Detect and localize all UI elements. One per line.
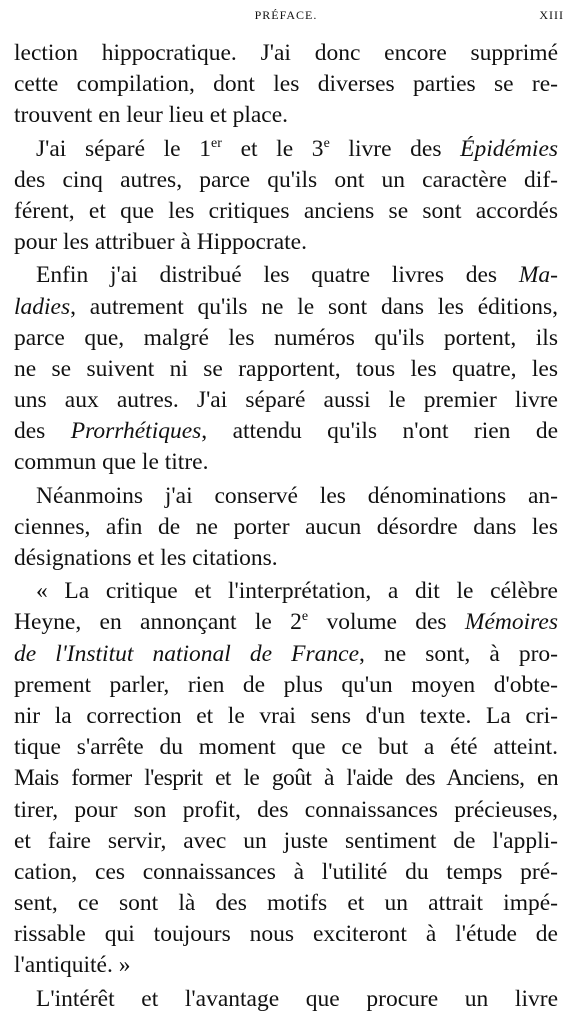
text-line: ciennes, afin de ne porter aucun désordre dans les — [14, 513, 558, 540]
text-line: lection hippocratique. J'ai donc encore supprimé — [14, 40, 558, 66]
text-line: de l'Institut national de France, ne sont, à pro- — [14, 640, 558, 667]
text-line: « La critique et l'interprétation, a dit le célèbre — [36, 578, 558, 605]
text-line: commun que le titre. — [14, 449, 209, 476]
running-header — [0, 4, 572, 26]
text-line: parce que, malgré les numéros qu'ils portent, ils — [14, 324, 558, 351]
text-line: tirer, pour son profit, des connaissances précieuses, — [14, 796, 558, 823]
text-body — [14, 38, 558, 1015]
text-line: ne se suivent ni se rapportent, tous les quatre, les — [14, 355, 558, 382]
text-line: pour les attribuer à Hippocrate. — [14, 229, 307, 256]
text-line: férent, et que les critiques anciens se sont accordés — [14, 197, 558, 224]
text-line: et faire servir, avec un juste sentiment de l'appli- — [14, 827, 558, 854]
paragraph-3 — [14, 260, 558, 478]
text-line: J'ai séparé le 1er et le 3e livre des Épidémies — [36, 135, 558, 162]
text-line: uns aux autres. J'ai séparé aussi le premier livre — [14, 387, 558, 414]
paragraph-6 — [14, 984, 558, 1015]
text-line: l'antiquité. » — [14, 952, 131, 979]
text-line: des cinq autres, parce qu'ils ont un caractère dif- — [14, 166, 558, 193]
text-line: Enfin j'ai distribué les quatre livres des Ma- — [36, 262, 558, 289]
text-line: sent, ce sont là des motifs et un attrait impé- — [14, 890, 558, 917]
running-title: PRÉFACE. — [254, 8, 318, 22]
paragraph-4 — [14, 481, 558, 575]
text-line: cation, ces connaissances à l'utilité du temps pré- — [14, 858, 558, 885]
text-line: rissable qui toujours nous exciteront à l'étude de — [14, 921, 558, 948]
text-line: Heyne, en annonçant le 2e volume des Mémoires — [14, 609, 558, 636]
text-line: tique s'arrête du moment que ce but a été atteint. — [14, 734, 558, 761]
paragraph-5-quotation — [14, 576, 558, 981]
text-line: nir la correction et le vrai sens d'un texte. La cri- — [14, 702, 558, 729]
text-line: L'intérêt et l'avantage que procure un livre — [36, 985, 558, 1012]
text-line: cette compilation, dont les diverses parties se re- — [14, 71, 558, 98]
text-line: Néanmoins j'ai conservé les dénominations an- — [36, 482, 558, 509]
title-epidemies: Épidémies — [460, 135, 558, 162]
text-line: Mais former l'esprit et le goût à l'aide des Anciens, en — [14, 765, 558, 792]
text-line: ladies, autrement qu'ils ne le sont dans les éditions, — [14, 293, 558, 320]
text-line: désignations et les citations. — [14, 545, 278, 571]
text-line: trouvent en leur lieu et place. — [14, 102, 289, 129]
text-line: prement parler, rien de plus qu'un moyen d'obte- — [14, 671, 558, 698]
paragraph-2 — [14, 134, 558, 259]
text-line: des Prorrhétiques, attendu qu'ils n'ont rien de — [14, 418, 558, 445]
page-number: XIII — [539, 8, 564, 22]
paragraph-1 — [14, 38, 558, 132]
